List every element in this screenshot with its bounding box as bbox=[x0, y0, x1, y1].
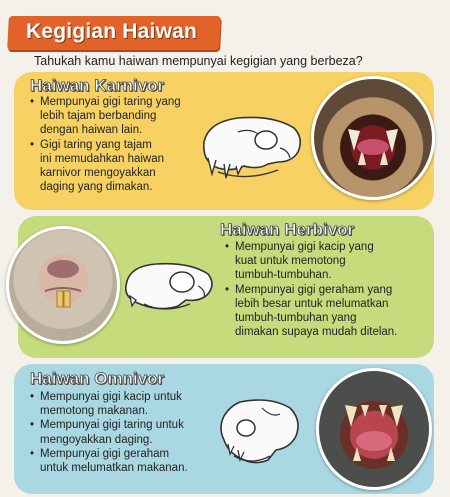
herbivor-title: Haiwan Herbivor bbox=[220, 220, 355, 239]
intro-text: Tahukah kamu haiwan mempunyai kegigian yang berbeza? bbox=[34, 54, 363, 68]
herbivor-point: • Mempunyai gigi kacip yang kuat untuk memotong tumbuh-tumbuhan. bbox=[225, 240, 397, 283]
karnivor-point: • Mempunyai gigi taring yang lebih tajam berbanding dengan haiwan lain. bbox=[30, 95, 181, 138]
ape-skull-icon bbox=[210, 394, 306, 468]
omnivor-point: • Mempunyai gigi geraham untuk melumatkan makanan. bbox=[30, 447, 188, 475]
tiger-teeth-photo-icon bbox=[311, 76, 435, 200]
omnivor-title: Haiwan Omnivor bbox=[30, 369, 165, 388]
omnivor-points bbox=[30, 390, 188, 475]
hippo-teeth-photo-icon bbox=[316, 368, 432, 490]
rodent-teeth-photo-icon bbox=[6, 226, 120, 344]
karnivor-point: • Gigi taring yang tajam ini memudahkan haiwan karnivor mengoyakkan daging yang dimakan. bbox=[30, 138, 181, 195]
karnivor-points bbox=[30, 95, 181, 194]
omnivor-point: • Mempunyai gigi kacip untuk memotong makanan. bbox=[30, 390, 188, 418]
karnivor-title: Haiwan Karnivor bbox=[30, 76, 165, 95]
omnivor-point: • Mempunyai gigi taring untuk mengoyakkan daging. bbox=[30, 418, 188, 446]
herbivore-skull-icon bbox=[120, 256, 218, 318]
herbivor-points bbox=[225, 240, 397, 339]
carnivore-skull-icon bbox=[198, 112, 306, 184]
page-title: Kegigian Haiwan bbox=[26, 20, 198, 43]
herbivor-point: • Mempunyai gigi geraham yang lebih besar untuk melumatkan tumbuh-tumbuhan yang dimakan supaya mudah ditelan. bbox=[225, 283, 397, 340]
